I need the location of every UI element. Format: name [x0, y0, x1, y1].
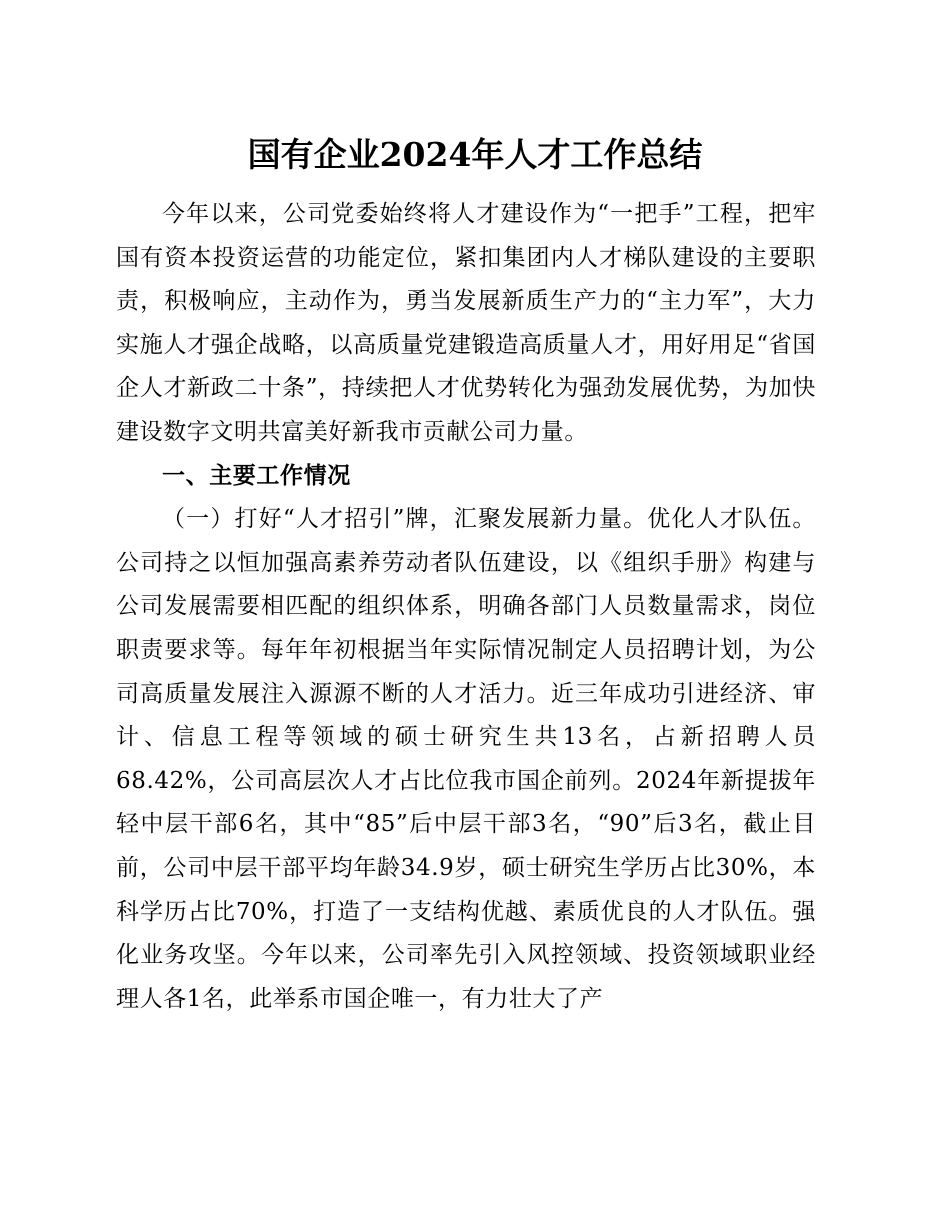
body-paragraph: （一）打好“人才招引”牌，汇聚发展新力量。优化人才队伍。公司持之以恒加强高素养劳动者队伍建设，以《组织手册》构建与公司发展需要相匹配的组织体系，明确各部门人员数量需求，岗位职责要求等。每年年初根据当年实际情况制定人员招聘计划，为公司高质量发展注入源源不断的人才活力。近三年成功引进经济、审计、信息工程等领域的硕士研究生共13名，占新招聘人员68.42%，公司高层次人才占比位我市国企前列。2024年新提拔年轻中层干部6名，其中“85”后中层干部3名，“90”后3名，截止目前，公司中层干部平均年龄34.9岁，硕士研究生学历占比30%，本科学历占比70%，打造了一支结构优越、素质优良的人才队伍。强化业务攻坚。今年以来，公司率先引入风控领域、投资领域职业经理人各1名，此举系市国企唯一，有力壮大了产 — [116, 506, 816, 1012]
document-title: 国有企业2024年人才工作总结 — [247, 135, 703, 174]
document-body — [116, 193, 816, 1021]
section-heading: 一、主要工作情况 — [162, 462, 351, 489]
intro-paragraph: 今年以来，公司党委始终将人才建设作为“一把手”工程，把牢国有资本投资运营的功能定位，紧扣集团内人才梯队建设的主要职责，积极响应，主动作为，勇当发展新质生产力的“主力军”，大力实施人才强企战略，以高质量党建锻造高质量人才，用好用足“省国企人才新政二十条”，持续把人才优势转化为强劲发展优势，为加快建设数字文明共富美好新我市贡献公司力量。 — [116, 201, 816, 445]
